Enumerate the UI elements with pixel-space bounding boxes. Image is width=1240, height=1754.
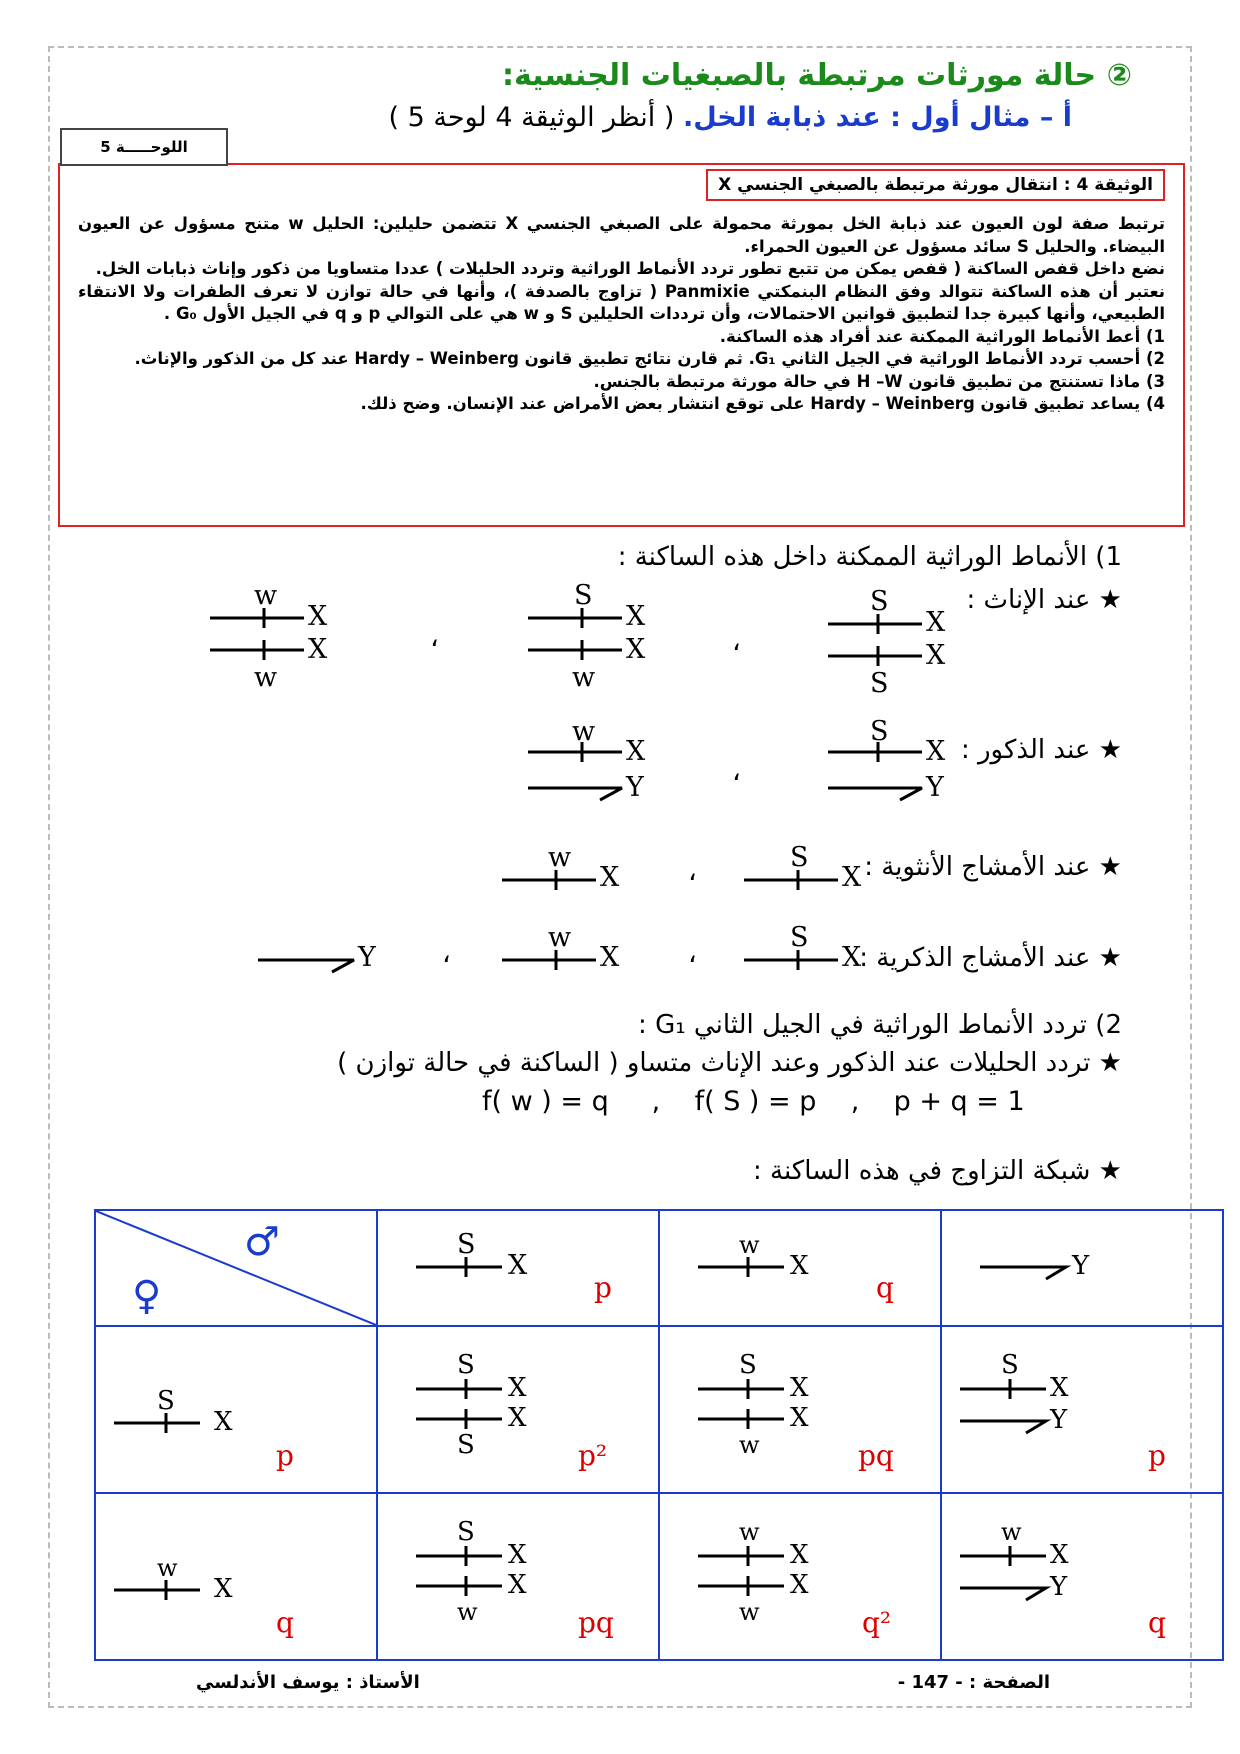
svg-text:X: X <box>790 1403 809 1433</box>
svg-text:X: X <box>1050 1540 1069 1570</box>
allele-w: w <box>572 716 596 747</box>
chrom-X: X <box>842 862 862 893</box>
chrom-Y: Y <box>926 772 944 803</box>
offspring-XSY <box>941 1326 1223 1493</box>
freq-pq: pq <box>578 1606 614 1639</box>
offspring-XSXw <box>659 1326 941 1493</box>
freq-q: q <box>276 1606 294 1639</box>
separator-comma: ، <box>732 626 741 657</box>
section-title: ② حالة مورثات مرتبطة بالصبغيات الجنسية: <box>501 58 1132 93</box>
offspring-XSXS <box>377 1326 659 1493</box>
svg-text:X: X <box>790 1570 809 1600</box>
allele-S: S <box>870 586 889 617</box>
chrom-Y: Y <box>358 942 376 973</box>
freq-q: q <box>1148 1606 1166 1639</box>
doc-question: 4) يساعد تطبيق قانون Hardy – Weinberg على توقع انتشار بعض الأمراض عند الإنسان. وضح ذلك. <box>360 394 1165 413</box>
doc-paragraph: نضع داخل قفص الساكنة ( قفص يمكن من تتبع تطور تردد الأنماط الوراثية وتردد الحليلات ) عددا متساويا من ذكور وإناث ذبابات الخل. <box>95 259 1165 278</box>
allele-S: S <box>790 842 809 873</box>
females-label: ★ عند الإناث : <box>966 585 1122 615</box>
doc-question: 3) ماذا تستنتج من تطبيق قانون H –W في حالة مورثة مرتبطة بالجنس. <box>593 371 1165 391</box>
allele-S: S <box>574 580 593 611</box>
female-symbol-icon: ♀ <box>132 1273 162 1319</box>
svg-text:S: S <box>157 1386 175 1416</box>
footer-page-number: الصفحة : - 147 - <box>897 1672 1050 1693</box>
svg-text:X: X <box>508 1540 527 1570</box>
punnett-grid <box>94 1209 1224 1661</box>
svg-text:Y: Y <box>1050 1405 1068 1435</box>
offspring-XSXw <box>377 1493 659 1660</box>
svg-text:w: w <box>1001 1518 1022 1546</box>
doc-question: 1) أعط الأنماط الوراثية الممكنة عند أفراد هذه الساكنة. <box>719 326 1165 346</box>
doc-question: 2) أحسب تردد الأنماط الوراثية في الجيل الثاني G₁. ثم قارن نتائج تطبيق قانون Hardy – Weinberg عند كل من الذكور والإناث. <box>134 349 1165 368</box>
answer1-heading: 1) الأنماط الوراثية الممكنة داخل هذه الساكنة : <box>617 542 1122 572</box>
chrom-X: X <box>308 634 328 665</box>
doc-paragraph: ترتبط صفة لون العيون عند ذبابة الخل بمورثة محمولة على الصبغي الجنسي X تتضمن حليلين: الحليل w متنح مسؤول عن العيون البيضاء. والحليل S سائد مسؤول عن العيون الحمراء. <box>78 214 1165 256</box>
svg-text:X: X <box>508 1570 527 1600</box>
svg-text:w: w <box>157 1554 178 1582</box>
svg-text:X: X <box>508 1403 527 1433</box>
male-gametes-label: ★ عند الأمشاج الذكرية : <box>859 943 1122 973</box>
row-female-gamete-XS <box>95 1326 377 1493</box>
separator-comma: ، <box>732 756 741 787</box>
panel-tag: اللوحـــــة 5 <box>60 128 228 166</box>
offspring-XwXw <box>659 1493 941 1660</box>
chrom-X: X <box>600 942 620 973</box>
male-symbol-icon: ♂ <box>244 1219 280 1265</box>
svg-text:S: S <box>457 1430 475 1460</box>
allele-w: w <box>254 580 278 611</box>
frequency-formula: f( w ) = q , f( S ) = p , p + q = 1 <box>482 1086 1025 1117</box>
chrom-X: X <box>926 736 946 767</box>
separator-comma: ، <box>688 856 697 887</box>
header-male-gamete-XS <box>377 1210 659 1326</box>
document-title: الوثيقة 4 : انتقال مورثة مرتبطة بالصبغي الجنسي X <box>706 169 1165 201</box>
row-female-gamete-Xw <box>95 1493 377 1660</box>
example-heading: أ – مثال أول : عند ذبابة الخل. ( أنظر الوثيقة 4 لوحة 5 ) <box>388 102 1072 133</box>
separator-comma: ، <box>688 938 697 969</box>
svg-text:X: X <box>790 1373 809 1403</box>
freq-q: q <box>876 1271 894 1304</box>
footer-author: الأستاذ : يوسف الأندلسي <box>196 1672 420 1693</box>
header-male-gamete-Y <box>941 1210 1223 1326</box>
svg-text:w: w <box>739 1518 760 1546</box>
freq-p2: p² <box>578 1439 608 1472</box>
svg-text:w: w <box>739 1231 760 1259</box>
allele-w: w <box>548 842 572 873</box>
chrom-X: X <box>626 601 646 632</box>
freq-pq: pq <box>858 1439 894 1472</box>
answer2-heading: 2) تردد الأنماط الوراثية في الجيل الثاني G₁ : <box>638 1010 1122 1040</box>
chrom-X: X <box>600 862 620 893</box>
chrom-X: X <box>842 942 862 973</box>
allele-w: w <box>548 922 572 953</box>
svg-text:w: w <box>739 1431 760 1459</box>
offspring-XwY <box>941 1493 1223 1660</box>
header-male-gamete-Xw <box>659 1210 941 1326</box>
svg-text:S: S <box>457 1229 476 1260</box>
grid-title: ★ شبكة التزاوج في هذه الساكنة : <box>753 1156 1122 1186</box>
freq-p: p <box>1148 1439 1166 1472</box>
allele-S: S <box>870 668 889 699</box>
chrom-Y: Y <box>626 772 644 803</box>
svg-text:X: X <box>790 1251 809 1281</box>
svg-text:S: S <box>457 1517 475 1547</box>
allele-w: w <box>254 662 278 693</box>
svg-text:Y: Y <box>1072 1251 1090 1281</box>
grid-corner <box>95 1210 377 1326</box>
doc-paragraph: نعتبر أن هذه الساكنة تتوالد وفق النظام البنمكتي Panmixie ( تزاوج بالصدفة )، وأنها في حالة توازن لا تعرف الطفرات ولا الانتقاء الطبيعي، وأنها كبيرة جدا لتطبيق قوانين الاحتمالات، وأن ترددات الحليلين S و w هي على التوالي p و q في الجيل الأول G₀ . <box>78 281 1165 323</box>
chrom-X: X <box>308 601 328 632</box>
svg-text:w: w <box>457 1598 478 1626</box>
chrom-X: X <box>926 607 946 638</box>
svg-text:X: X <box>214 1407 233 1437</box>
freq-q2: q² <box>862 1606 892 1639</box>
svg-text:X: X <box>214 1574 233 1604</box>
svg-text:X: X <box>508 1373 527 1403</box>
svg-text:X: X <box>1050 1373 1069 1403</box>
svg-text:S: S <box>739 1350 757 1380</box>
allele-S: S <box>870 716 889 747</box>
svg-text:Y: Y <box>1050 1572 1068 1602</box>
svg-text:S: S <box>1001 1350 1019 1380</box>
freq-p: p <box>594 1271 612 1304</box>
chrom-X: X <box>626 736 646 767</box>
svg-text:X: X <box>508 1250 528 1281</box>
freq-p: p <box>276 1439 294 1472</box>
males-label: ★ عند الذكور : <box>960 735 1122 765</box>
chrom-X: X <box>626 634 646 665</box>
separator-comma: ، <box>442 938 451 969</box>
separator-comma: ، <box>430 622 439 653</box>
allele-w: w <box>572 662 596 693</box>
equilibrium-note: ★ تردد الحليلات عند الذكور وعند الإناث متساو ( الساكنة في حالة توازن ) <box>337 1048 1122 1078</box>
svg-text:S: S <box>457 1350 475 1380</box>
allele-S: S <box>790 922 809 953</box>
svg-text:w: w <box>739 1598 760 1626</box>
chrom-X: X <box>926 640 946 671</box>
svg-text:X: X <box>790 1540 809 1570</box>
female-gametes-label: ★ عند الأمشاج الأنثوية : <box>864 852 1122 882</box>
